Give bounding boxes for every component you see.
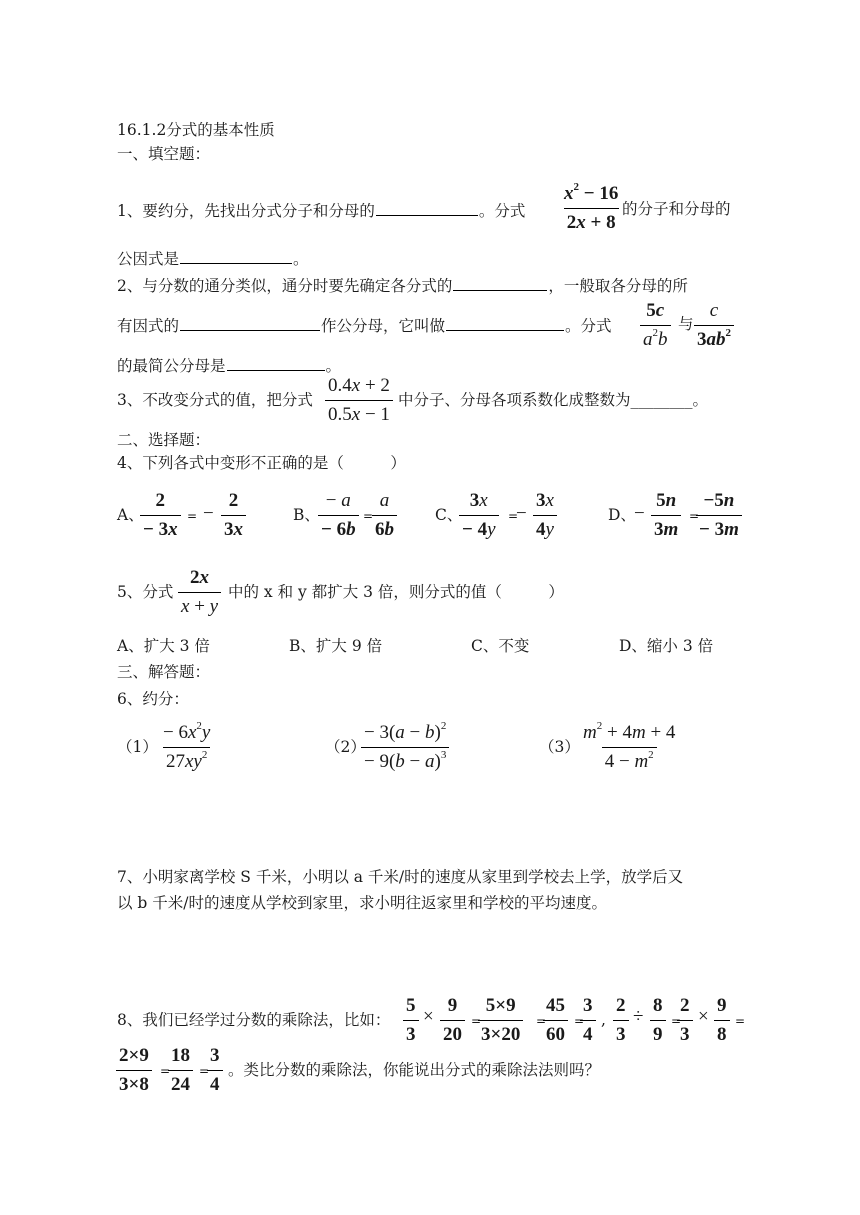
q2-text-5: 。分式	[565, 317, 612, 335]
q8-frac-3-4-b: $\frac{3}{4}$	[207, 1045, 223, 1096]
q8-frac-45-60: $\frac{45}{60}$	[543, 995, 568, 1046]
q1-text-4: 公因式是	[117, 250, 180, 268]
q4-stem: 4、下列各式中变形不正确的是（ ）	[117, 454, 406, 472]
q7-line-2: 以 b 千米/时的速度从学校到家里，求小明往返家里和学校的平均速度。	[117, 894, 608, 912]
q5-option-b: B、扩大 9 倍	[289, 637, 383, 655]
q4-option-c-label: C、	[435, 506, 463, 524]
q1-blank-2	[180, 247, 292, 264]
q8-frac-product: $\frac{5\times 9}{3\times 20}$	[478, 995, 523, 1046]
q6-stem: 6、约分：	[117, 690, 189, 708]
q8-frac-18-24: $\frac{18}{24}$	[168, 1045, 193, 1096]
q5-fraction: $\frac{2x}{x + y}$	[178, 567, 221, 618]
q7-line-1: 7、小明家离学校 S 千米，小明以 a 千米/时的速度从家里到学校去上学，放学后又	[117, 868, 684, 886]
section-heading-solve: 三、解答题：	[117, 663, 211, 681]
section-heading-fill-blank: 一、填空题：	[117, 145, 211, 163]
q2-text-7: 的最简公分母是	[117, 357, 226, 375]
q8-text: 8、我们已经学过分数的乘除法，比如：	[117, 1011, 391, 1029]
q3-text: 3、不改变分式的值，把分式	[117, 391, 313, 409]
q5-text-2: 中的 x 和 y 都扩大 3 倍，则分式的值（ ）	[228, 583, 564, 601]
q5-option-d: D、缩小 3 倍	[619, 637, 714, 655]
q8-frac-3-4: $\frac{3}{4}$	[580, 995, 596, 1046]
q3-fraction: $\frac{0.4x + 2}{0.5x - 1}$	[325, 375, 393, 426]
q2-text-4: 作公分母，它叫做	[321, 317, 446, 335]
q1-text-3: 的分子和分母的	[622, 200, 731, 218]
q2-text-3: 有因式的	[117, 317, 180, 335]
q2-blank-1	[453, 274, 547, 291]
q4-d-frac-right: $\frac{-5n}{- 3m}$	[696, 490, 742, 541]
q8-frac-8-9: $\frac{8}{9}$	[650, 995, 666, 1046]
q6-fraction-3: $\frac{m^2 + 4m + 4}{4 - m^2}$	[583, 720, 676, 772]
q8-frac-5-3: $\frac{5}{3}$	[403, 995, 419, 1046]
q4-b-frac-right: $\frac{a}{6b}$	[372, 490, 397, 541]
q4-c-frac-left: $\frac{3x}{- 4y}$	[459, 490, 499, 541]
q8-frac-9-8: $\frac{9}{8}$	[714, 995, 730, 1046]
document-title: 16.1.2分式的基本性质	[117, 121, 275, 139]
q2-fraction-1: $\frac{5c}{a^2b}$	[640, 300, 671, 351]
q2-text: 2、与分数的通分类似，通分时要先确定各分式的	[117, 277, 453, 295]
q4-b-frac-left: $\frac{- a}{- 6b}$	[318, 490, 359, 541]
q8-frac-9-20: $\frac{9}{20}$	[440, 995, 465, 1046]
q1-fraction: $\frac{x^2 - 16}{2x + 8}$	[564, 181, 619, 233]
q2-fraction-2: $\frac{c}{3ab^2}$	[694, 300, 734, 351]
q4-d-frac-left: $\frac{5n}{3m}$	[651, 490, 681, 541]
q2-blank-4	[227, 354, 325, 371]
q8-frac-2-3-b: $\frac{2}{3}$	[677, 995, 693, 1046]
q8-frac-2x9-3x8: $\frac{2\times 9}{3\times 8}$	[116, 1045, 152, 1096]
q2-blank-3	[446, 314, 564, 331]
q2-text-2: ，一般取各分母的所	[548, 277, 688, 295]
q8-frac-2-3: $\frac{2}{3}$	[613, 995, 629, 1046]
q6-label-1: （1）	[117, 738, 158, 756]
q5-text: 5、分式	[117, 583, 174, 601]
q6-fraction-1: $\frac{- 6x^2y}{27xy^2}$	[163, 720, 211, 772]
q5-option-a: A、扩大 3 倍	[117, 637, 210, 655]
q8-text-2: 。类比分数的乘除法，你能说出分式的乘除法法则吗？	[228, 1061, 601, 1079]
section-heading-multiple-choice: 二、选择题：	[117, 431, 211, 449]
q4-option-b-label: B、	[293, 506, 320, 524]
q1-blank-1	[376, 199, 478, 216]
q1-text: 1、要约分，先找出分式分子和分母的	[117, 202, 375, 220]
q2-blank-2	[180, 314, 320, 331]
q2-text-6: 与	[678, 315, 694, 333]
q4-option-d-label: D、	[608, 506, 636, 524]
q6-fraction-2: $\frac{- 3(a - b)^2}{- 9(b - a)^3}$	[361, 722, 449, 773]
q4-a-frac-right: $\frac{2}{3x}$	[221, 490, 246, 541]
q5-option-c: C、不变	[471, 637, 530, 655]
q1-text-2: 。分式	[478, 202, 526, 220]
q1-text-5: 。	[293, 250, 309, 268]
q4-c-frac-right: $\frac{3x}{4y}$	[533, 490, 557, 541]
q2-text-8: 。	[325, 357, 342, 375]
q4-option-a-label: A、	[117, 506, 144, 524]
q6-label-2: （2）	[325, 738, 366, 756]
q4-a-frac-left: $\frac{2}{- 3x}$	[140, 490, 181, 541]
q3-text-2: 中分子、分母各项系数化成整数为________。	[398, 391, 709, 409]
q6-label-3: （3）	[539, 738, 580, 756]
